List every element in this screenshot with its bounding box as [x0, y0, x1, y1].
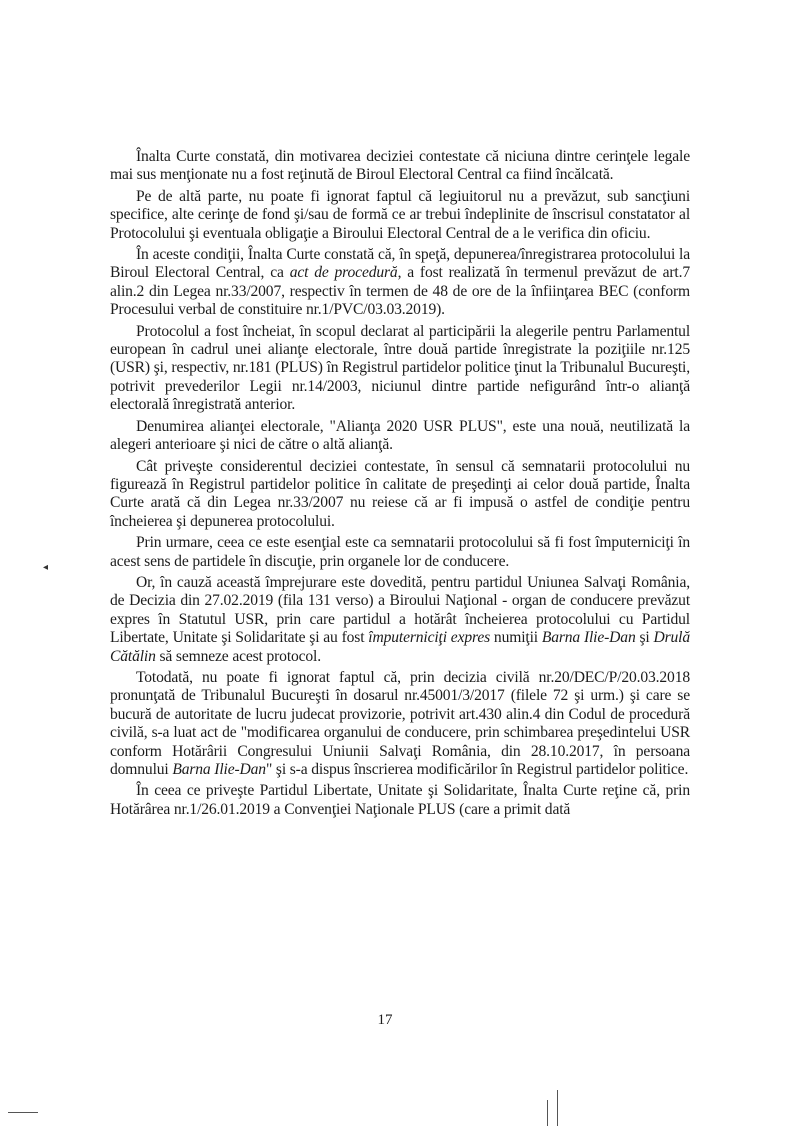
margin-dash-mark [8, 1112, 38, 1113]
paragraph [110, 188, 690, 243]
italic-text: Barna Ilie-Dan [172, 761, 266, 778]
scan-line-mark [547, 1100, 548, 1126]
italic-text: Barna Ilie-Dan [541, 629, 636, 647]
paragraph [110, 246, 690, 320]
text-run: numiţii [490, 629, 542, 647]
text-run: Prin urmare, ceea ce este esenţial este ca semnatarii protocolului să fi fost împuterniciţi în acest sens de partidele în discuţie, prin organele lor de conducere. [110, 534, 690, 570]
italic-text: act de procedură [289, 264, 398, 282]
text-run: să semneze acest protocol. [155, 647, 321, 665]
paragraph [110, 458, 690, 532]
left-arrow-mark: ◂ [43, 562, 49, 573]
page-number: 17 [377, 1012, 393, 1028]
paragraph [110, 534, 690, 571]
text-run: Pe de altă parte, nu poate fi ignorat faptul că legiuitorul nu a prevăzut, sub sancţiuni specifice, alte cerinţe de fond şi/sau de formă ce ar trebui îndeplinite de înscrisul constatator al Protocolului şi eventuala obligaţie a Biroului Electoral Central de a le verifica din oficiu. [110, 187, 690, 242]
text-run: şi [635, 629, 654, 647]
body-text [110, 148, 690, 822]
paragraph [110, 782, 690, 819]
paragraph [110, 669, 690, 779]
text-run: Denumirea alianţei electorale, "Alianţa 2020 USR PLUS", este una nouă, neutilizată la alegeri anterioare şi nici de către o altă alianţă. [110, 417, 690, 454]
paragraph [110, 418, 690, 455]
paragraph [110, 574, 690, 666]
text-run: Cât priveşte considerentul deciziei contestate, în sensul că semnatarii protocolului nu figurează în Registrul partidelor politice în calitate de preşedinţi ai celor două partide, Înalta Curte arată că din Legea nr.33/2007 nu reiese că ar fi impusă o astfel de condiţie pentru încheierea şi depunerea protocolului. [110, 457, 690, 530]
text-run: Totodată, nu poate fi ignorat faptul că, prin decizia civilă nr.20/DEC/P/20.03.2018 pronunţată de Tribunalul Bucureşti în dosarul nr.45001/3/2017 (filele 72 şi urm.) şi care se bucură de autoritate de lucru judecat provizorie, potrivit art.430 alin.4 din Codul de procedură civilă, s-a luat act de "modificarea organului de conducere, prin schimbarea preşedintelui USR conform Hotărârii Congresului Uniunii Salvaţi România, din 28.10.2017, în persoana domnului [110, 668, 690, 778]
text-run: " şi s-a dispus înscrierea modificărilor în Registrul partidelor politice. [265, 761, 689, 778]
paragraph [110, 148, 690, 185]
text-run: Or, în cauză această împrejurare este dovedită, pentru partidul Uniunea Salvaţi România, de Decizia din 27.02.2019 (fila 131 verso) a Biroului Naţional - organ de conducere prevăzut expres în Statutul USR, prin care partidul a hotărât încheierea protocolului cu Partidul Libertate, Unitate şi Solidaritate şi au fost [110, 573, 690, 647]
scan-line-mark [557, 1090, 558, 1126]
text-run: În ceea ce priveşte Partidul Libertate, Unitate şi Solidaritate, Înalta Curte reţine că, prin Hotărârea nr.1/26.01.2019 a Convenţiei Naţionale PLUS (care a primit dată [110, 782, 690, 818]
text-run: Înalta Curte constată, din motivarea deciziei contestate că niciuna dintre cerinţele legale mai sus menţionate nu a fost reţinută de Biroul Electoral Central ca fiind încălcată. [110, 148, 690, 184]
italic-text: Drulă Cătălin [110, 629, 691, 665]
text-run: Protocolul a fost încheiat, în scopul declarat al participării la alegerile pentru Parlamentul european în cadrul unei alianţe electorale, între două partide înregistrate la poziţiile nr.125 (USR) şi, respectiv, nr.181 (PLUS) în Registrul partidelor politice ţinut la Tribunalul Bucureşti, potrivit prevederilor Legii nr.14/2003, niciunul dintre partide nefigurând într-o alianţă electorală înregistrată anterior. [110, 322, 690, 414]
paragraph [110, 323, 690, 415]
italic-text: împuterniciţi expres [368, 629, 491, 647]
text-run: În aceste condiţii, Înalta Curte constată că, în speţă, depunerea/înregistrarea protocolului la Biroul Electoral Central, ca [110, 246, 690, 282]
text-run: , a fost realizată în termenul prevăzut de art.7 alin.2 din Legea nr.33/2007, respectiv în termen de 48 de ore de la înfiinţarea BEC (conform Procesului verbal de constituire nr.1/PVC/03.03.2019). [110, 264, 690, 319]
